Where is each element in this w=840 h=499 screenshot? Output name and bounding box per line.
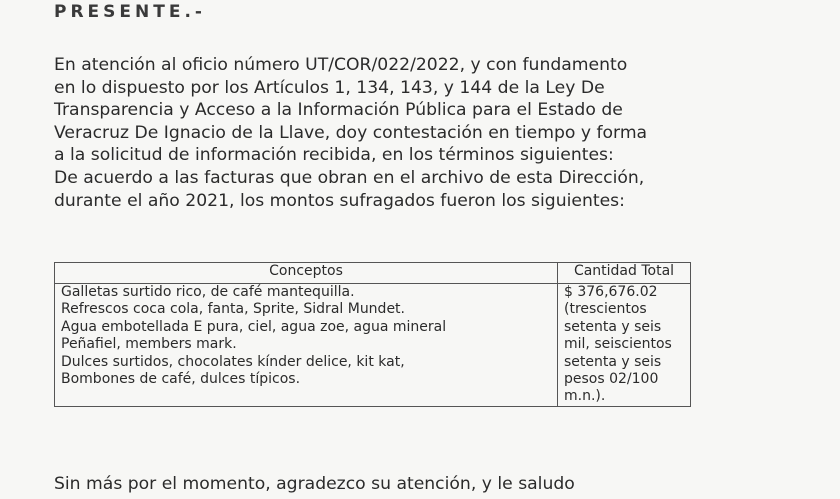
total-line: (trescientos xyxy=(564,301,647,318)
total-cell xyxy=(558,284,691,407)
closing-line: Sin más por el momento, agradezco su atención, y le saludo xyxy=(54,474,575,494)
concept-line: Dulces surtidos, chocolates kínder delice, kit kat, xyxy=(61,353,405,370)
concept-line: Peñafiel, members mark. xyxy=(61,336,237,353)
paragraph-line: durante el año 2021, los montos sufragados fueron los siguientes: xyxy=(54,190,625,211)
concepts-table xyxy=(54,262,691,407)
paragraph-line: Transparencia y Acceso a la Información Pública para el Estado de xyxy=(54,100,623,121)
paragraph-line: En atención al oficio número UT/COR/022/2022, y con fundamento xyxy=(54,55,628,75)
paragraph-line: Veracruz De Ignacio de la Llave, doy contestación en tiempo y forma xyxy=(54,122,648,143)
table-row xyxy=(55,284,691,407)
total-line: m.n.). xyxy=(564,388,606,405)
concept-line: Bombones de café, dulces típicos. xyxy=(61,371,301,388)
paragraph-line: De acuerdo a las facturas que obran en el archivo de esta Dirección, xyxy=(54,167,645,188)
paragraph-line: en lo dispuesto por los Artículos 1, 134, 143, y 144 de la Ley De xyxy=(54,77,605,98)
concept-line: Agua embotellada E pura, ciel, agua zoe, agua mineral xyxy=(61,318,447,335)
concept-line: Refrescos coca cola, fanta, Sprite, Sidral Mundet. xyxy=(61,301,405,318)
header-cantidad-total: Cantidad Total xyxy=(558,263,691,284)
total-line: pesos 02/100 xyxy=(564,371,659,388)
heading: PRESENTE.- xyxy=(54,2,206,22)
header-conceptos: Conceptos xyxy=(55,263,558,284)
concepts-cell xyxy=(55,284,558,407)
paragraph-line: a la solicitud de información recibida, en los términos siguientes: xyxy=(54,145,614,166)
total-line: $ 376,676.02 xyxy=(564,284,658,300)
total-line: setenta y seis xyxy=(564,318,662,335)
total-line: mil, seiscientos xyxy=(564,336,672,353)
table-header-row xyxy=(55,263,691,284)
total-line: setenta y seis xyxy=(564,353,662,370)
body-paragraph xyxy=(54,54,734,212)
concept-line: Galletas surtido rico, de café mantequilla. xyxy=(61,284,355,300)
